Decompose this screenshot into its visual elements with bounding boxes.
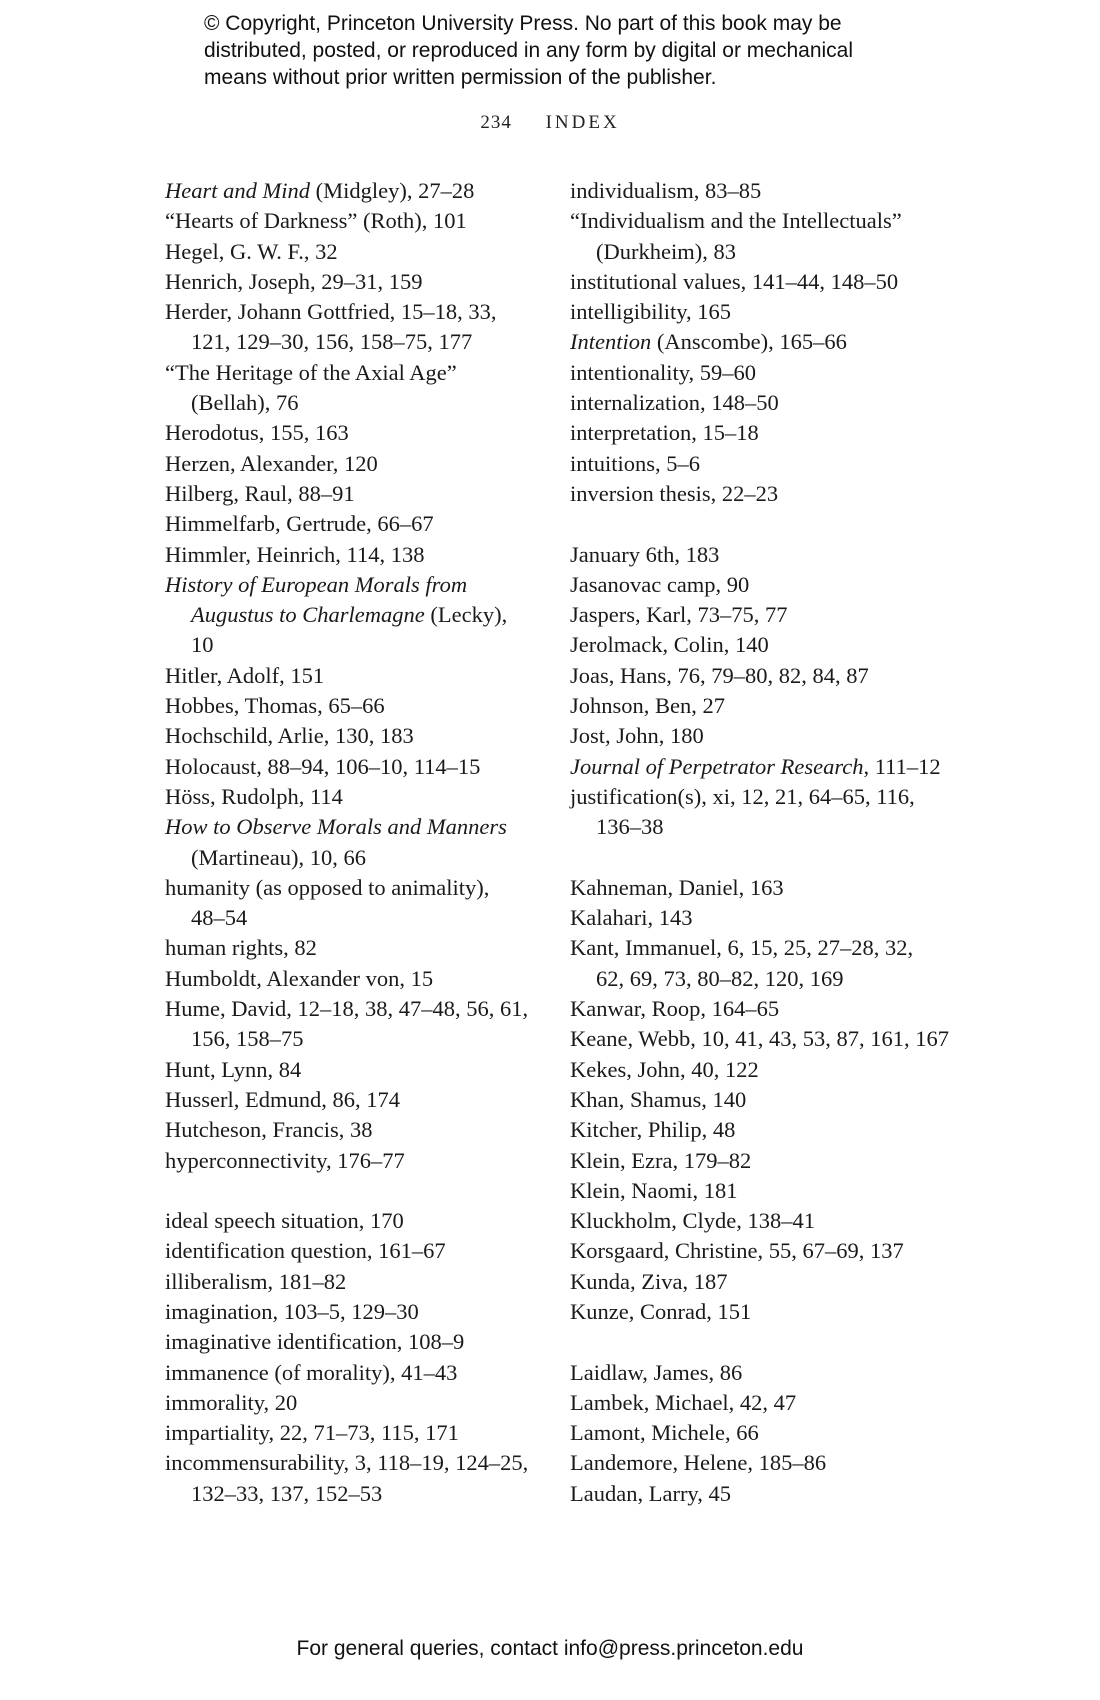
entry-text: impartiality, 22, 71–73, 115, 171	[165, 1420, 459, 1446]
entry-text: Kitcher, Philip, 48	[570, 1117, 736, 1143]
index-entry	[165, 358, 545, 419]
index-entry	[570, 206, 970, 267]
index-entry	[165, 509, 545, 539]
entry-text: Hitler, Adolf, 151	[165, 662, 325, 688]
copyright-line: © Copyright, Princeton University Press. No part of this book may be	[204, 12, 842, 35]
entry-text: Herder, Johann Gottfried, 15–18, 33,	[165, 299, 497, 325]
entry-text: intentionality, 59–60	[570, 359, 757, 385]
entry-text: Kanwar, Roop, 164–65	[570, 996, 780, 1022]
entry-text: Herzen, Alexander, 120	[165, 450, 378, 476]
entry-text: Joas, Hans, 76, 79–80, 82, 84, 87	[570, 662, 869, 688]
index-entry	[570, 1024, 970, 1054]
entry-text: Kluckholm, Clyde, 138–41	[570, 1208, 815, 1234]
entry-text: 121, 129–30, 156, 158–75, 177	[191, 329, 473, 355]
index-entry	[165, 1085, 545, 1115]
entry-title: Heart and Mind	[165, 178, 310, 203]
entry-text: Höss, Rudolph, 114	[165, 783, 343, 809]
entry-title: Augustus to Charlemagne	[191, 602, 425, 628]
entry-text: Landemore, Helene, 185–86	[570, 1450, 827, 1476]
entry-text: (Anscombe), 165–66	[651, 329, 847, 355]
entry-text: imagination, 103–5, 129–30	[165, 1298, 419, 1324]
index-entry	[165, 297, 545, 358]
entry-text: Jasanovac camp, 90	[570, 571, 750, 597]
entry-text: Korsgaard, Christine, 55, 67–69, 137	[570, 1238, 904, 1264]
entry-text: internalization, 148–50	[570, 390, 779, 416]
index-entry	[570, 1479, 970, 1509]
entry-title: History of European Morals from	[165, 571, 468, 597]
index-entry	[570, 933, 970, 994]
entry-text: inversion thesis, 22–23	[570, 480, 779, 506]
index-entry	[570, 1236, 970, 1266]
entry-text: Henrich, Joseph, 29–31, 159	[165, 268, 423, 294]
entry-title: Journal of Perpetrator Research	[570, 753, 864, 779]
entry-text: Jerolmack, Colin, 140	[570, 632, 769, 658]
index-entry	[165, 1388, 545, 1418]
index-entry	[165, 1055, 545, 1085]
index-entry	[570, 327, 970, 357]
index-entry	[165, 570, 545, 661]
entry-text: hyperconnectivity, 176–77	[165, 1147, 405, 1173]
index-entry	[570, 1297, 970, 1327]
index-entry	[570, 1206, 970, 1236]
index-entry	[165, 1115, 545, 1145]
index-entry	[570, 267, 970, 297]
index-entry	[165, 1327, 545, 1357]
entry-text: identification question, 161–67	[165, 1238, 446, 1264]
entry-text: Kalahari, 143	[570, 905, 693, 931]
entry-text: humanity (as opposed to animality),	[165, 874, 490, 900]
index-entry	[570, 691, 970, 721]
index-entry	[570, 479, 970, 509]
index-entry	[165, 994, 545, 1055]
entry-text: Lambek, Michael, 42, 47	[570, 1389, 797, 1415]
entry-text: Laidlaw, James, 86	[570, 1359, 743, 1385]
index-entry	[570, 994, 970, 1024]
index-entry	[570, 449, 970, 479]
entry-text: individualism, 83–85	[570, 178, 762, 203]
index-entry	[165, 540, 545, 570]
entry-text: justification(s), xi, 12, 21, 64–65, 116,	[570, 783, 915, 809]
entry-title: How to Observe Morals and Manners	[165, 814, 507, 840]
index-entry	[570, 1146, 970, 1176]
index-entry	[570, 1358, 970, 1388]
entry-text: , 111–12	[863, 753, 941, 779]
index-entry	[165, 449, 545, 479]
entry-text: Hochschild, Arlie, 130, 183	[165, 723, 414, 749]
index-entry	[165, 206, 545, 236]
index-entry	[570, 297, 970, 327]
entry-text: interpretation, 15–18	[570, 420, 759, 446]
index-entry	[570, 1448, 970, 1478]
index-entry	[165, 1267, 545, 1297]
entry-text: Herodotus, 155, 163	[165, 420, 349, 446]
index-entry	[570, 630, 970, 660]
index-entry	[165, 479, 545, 509]
copyright-line: distributed, posted, or reproduced in any form by digital or mechanical	[204, 39, 854, 62]
entry-text: “Individualism and the Intellectuals”	[570, 208, 902, 234]
index-entry	[165, 964, 545, 994]
entry-text: Laudan, Larry, 45	[570, 1480, 731, 1506]
running-head	[0, 112, 1100, 134]
index-entry	[165, 1418, 545, 1448]
copyright-line: means without prior written permission of the publisher.	[204, 66, 717, 89]
copyright-notice	[204, 10, 924, 91]
index-entry	[165, 691, 545, 721]
entry-text: Khan, Shamus, 140	[570, 1086, 747, 1112]
index-entry	[570, 358, 970, 388]
entry-text: Hunt, Lynn, 84	[165, 1056, 302, 1082]
entry-text: Kunda, Ziva, 187	[570, 1268, 728, 1294]
entry-text: Husserl, Edmund, 86, 174	[165, 1086, 400, 1112]
index-entry	[570, 782, 970, 843]
index-entry	[570, 176, 970, 206]
index-entry	[165, 1236, 545, 1266]
entry-text: Johnson, Ben, 27	[570, 693, 726, 719]
entry-text: “Hearts of Darkness” (Roth), 101	[165, 208, 467, 234]
entry-text: incommensurability, 3, 118–19, 124–25,	[165, 1450, 529, 1476]
index-entry	[570, 418, 970, 448]
index-entry	[165, 812, 545, 873]
index-entry	[570, 388, 970, 418]
entry-text: (Martineau), 10, 66	[191, 844, 366, 870]
entry-text: Humboldt, Alexander von, 15	[165, 965, 434, 991]
index-entry	[570, 1267, 970, 1297]
index-entry	[570, 540, 970, 570]
entry-text: Himmler, Heinrich, 114, 138	[165, 541, 425, 567]
index-column-left	[165, 176, 545, 1509]
entry-text: Kunze, Conrad, 151	[570, 1298, 752, 1324]
page-number: 234	[480, 112, 512, 133]
entry-text: “The Heritage of the Axial Age”	[165, 359, 457, 385]
entry-text: Hegel, G. W. F., 32	[165, 238, 338, 264]
index-entry	[165, 721, 545, 751]
entry-text: 10	[191, 632, 214, 658]
index-entry	[570, 721, 970, 751]
entry-text: 156, 158–75	[191, 1026, 304, 1052]
entry-text: ideal speech situation, 170	[165, 1208, 404, 1234]
entry-text: Hobbes, Thomas, 65–66	[165, 693, 385, 719]
entry-text: immanence (of morality), 41–43	[165, 1359, 458, 1385]
entry-text: Jost, John, 180	[570, 723, 704, 749]
entry-text: Kant, Immanuel, 6, 15, 25, 27–28, 32,	[570, 935, 914, 961]
index-entry	[165, 1448, 545, 1509]
entry-text: human rights, 82	[165, 935, 317, 961]
entry-text: Lamont, Michele, 66	[570, 1420, 759, 1446]
index-entry	[570, 600, 970, 630]
index-entry	[570, 752, 970, 782]
entry-text: 136–38	[596, 814, 664, 840]
entry-text: intuitions, 5–6	[570, 450, 701, 476]
entry-text: Himmelfarb, Gertrude, 66–67	[165, 511, 434, 537]
index-entry	[165, 1146, 545, 1176]
entry-text: 62, 69, 73, 80–82, 120, 169	[596, 965, 844, 991]
entry-text: January 6th, 183	[570, 541, 720, 567]
index-entry	[570, 1388, 970, 1418]
index-entry	[165, 661, 545, 691]
entry-text: Klein, Ezra, 179–82	[570, 1147, 752, 1173]
index-entry	[570, 1115, 970, 1145]
index-entry	[570, 873, 970, 903]
entry-title: Intention	[570, 329, 652, 355]
index-entry	[570, 661, 970, 691]
entry-text: illiberalism, 181–82	[165, 1268, 347, 1294]
index-entry	[570, 570, 970, 600]
entry-text: Klein, Naomi, 181	[570, 1177, 738, 1203]
entry-text: (Bellah), 76	[191, 390, 299, 416]
entry-text: institutional values, 141–44, 148–50	[570, 268, 899, 294]
index-entry	[570, 903, 970, 933]
index-column-right	[570, 176, 970, 1509]
entry-text: Jaspers, Karl, 73–75, 77	[570, 602, 788, 628]
entry-text: Hilberg, Raul, 88–91	[165, 480, 355, 506]
footer-contact: For general queries, contact info@press.princeton.edu	[296, 1637, 804, 1660]
index-entry	[165, 873, 545, 934]
index-entry	[165, 267, 545, 297]
entry-text: 132–33, 137, 152–53	[191, 1480, 383, 1506]
entry-text: imaginative identification, 108–9	[165, 1329, 465, 1355]
index-entry	[570, 1418, 970, 1448]
entry-text: (Midgley), 27–28	[310, 178, 475, 203]
index-entry	[165, 176, 545, 206]
entry-text: Hutcheson, Francis, 38	[165, 1117, 373, 1143]
entry-text: Keane, Webb, 10, 41, 43, 53, 87, 161, 167	[570, 1026, 949, 1052]
entry-text: immorality, 20	[165, 1389, 298, 1415]
index-entry	[570, 1085, 970, 1115]
index-entry	[165, 1297, 545, 1327]
index-entry	[570, 1055, 970, 1085]
entry-text: (Lecky),	[424, 602, 508, 628]
section-title: INDEX	[545, 112, 620, 133]
index-entry	[165, 782, 545, 812]
entry-text: Kahneman, Daniel, 163	[570, 874, 784, 900]
index-entry	[165, 418, 545, 448]
index-entry	[165, 933, 545, 963]
entry-text: Hume, David, 12–18, 38, 47–48, 56, 61,	[165, 996, 529, 1022]
entry-text: (Durkheim), 83	[596, 238, 736, 264]
index-entry	[165, 1206, 545, 1236]
entry-text: intelligibility, 165	[570, 299, 732, 325]
entry-text: Kekes, John, 40, 122	[570, 1056, 759, 1082]
entry-text: Holocaust, 88–94, 106–10, 114–15	[165, 753, 481, 779]
index-entry	[165, 1358, 545, 1388]
index-entry	[165, 237, 545, 267]
entry-text: 48–54	[191, 905, 248, 931]
index-entry	[570, 1176, 970, 1206]
index-entry	[165, 752, 545, 782]
